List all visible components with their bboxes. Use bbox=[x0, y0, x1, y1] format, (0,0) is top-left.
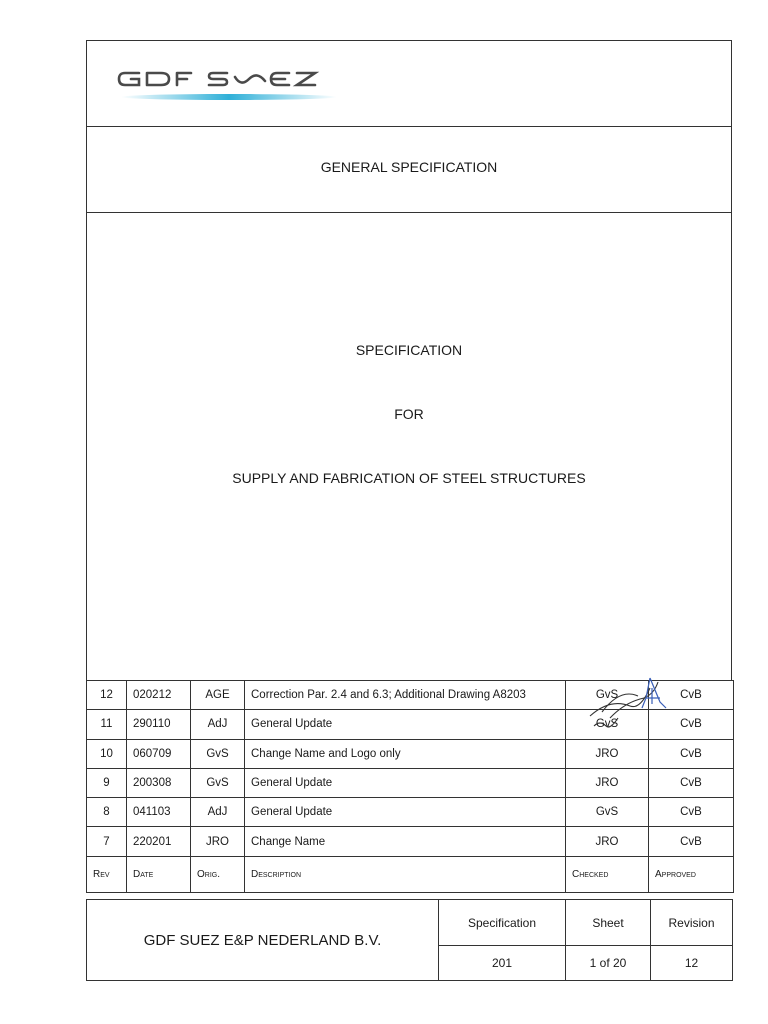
revision-header-approved: Approved bbox=[649, 856, 734, 892]
revision-approved-cell: CvB bbox=[649, 739, 734, 768]
revision-value: 12 bbox=[650, 946, 732, 980]
revision-checked-cell: JRO bbox=[566, 768, 649, 797]
revision-header-date: Date bbox=[127, 856, 191, 892]
revision-header-row bbox=[87, 856, 734, 892]
revision-rev-cell: 11 bbox=[87, 710, 127, 739]
revision-approved-cell: CvB bbox=[649, 710, 734, 739]
gdf-suez-logo bbox=[117, 53, 357, 103]
revision-approved-cell: CvB bbox=[649, 681, 734, 710]
revision-description-cell: Change Name bbox=[245, 827, 566, 856]
revision-orig-cell: GvS bbox=[191, 739, 245, 768]
revision-rev-cell: 8 bbox=[87, 798, 127, 827]
specification-value: 201 bbox=[438, 946, 565, 980]
revision-orig-cell: AdJ bbox=[191, 798, 245, 827]
divider bbox=[87, 212, 731, 213]
revision-table bbox=[86, 680, 734, 893]
revision-header-rev: Rev bbox=[87, 856, 127, 892]
revision-date-cell: 220201 bbox=[127, 827, 191, 856]
revision-row bbox=[87, 827, 734, 856]
revision-approved-cell: CvB bbox=[649, 827, 734, 856]
revision-rev-cell: 7 bbox=[87, 827, 127, 856]
revision-header-description: Description bbox=[245, 856, 566, 892]
revision-description-cell: General Update bbox=[245, 768, 566, 797]
revision-orig-cell: JRO bbox=[191, 827, 245, 856]
revision-date-cell: 060709 bbox=[127, 739, 191, 768]
revision-row bbox=[87, 710, 734, 739]
revision-rev-cell: 12 bbox=[87, 681, 127, 710]
revision-description-cell: Change Name and Logo only bbox=[245, 739, 566, 768]
title-frame bbox=[86, 40, 732, 681]
revision-checked-cell: GvS bbox=[566, 681, 649, 710]
revision-checked-cell: JRO bbox=[566, 827, 649, 856]
title-line-1: SPECIFICATION bbox=[355, 342, 463, 358]
revision-header-checked: Checked bbox=[566, 856, 649, 892]
title-line-3: SUPPLY AND FABRICATION OF STEEL STRUCTURES bbox=[232, 470, 586, 486]
revision-rev-cell: 10 bbox=[87, 739, 127, 768]
revision-label: Revision bbox=[650, 900, 732, 946]
revision-approved-cell: CvB bbox=[649, 798, 734, 827]
revision-description-cell: Correction Par. 2.4 and 6.3; Additional Drawing A8203 bbox=[245, 681, 566, 710]
company-name: GDF SUEZ E&P NEDERLAND B.V. bbox=[143, 931, 382, 949]
specification-label: Specification bbox=[438, 900, 565, 946]
revision-description-cell: General Update bbox=[245, 710, 566, 739]
revision-date-cell: 041103 bbox=[127, 798, 191, 827]
revision-date-cell: 020212 bbox=[127, 681, 191, 710]
revision-rev-cell: 9 bbox=[87, 768, 127, 797]
title-line-2: FOR bbox=[394, 406, 424, 422]
revision-row bbox=[87, 739, 734, 768]
revision-header-orig: Orig. bbox=[191, 856, 245, 892]
document-info-grid bbox=[438, 900, 732, 980]
revision-checked-cell: JRO bbox=[566, 739, 649, 768]
revision-checked-cell: GvS bbox=[566, 710, 649, 739]
title-block bbox=[86, 899, 733, 981]
sheet-value: 1 of 20 bbox=[565, 946, 650, 980]
revision-orig-cell: AdJ bbox=[191, 710, 245, 739]
revision-orig-cell: GvS bbox=[191, 768, 245, 797]
revision-checked-cell: GvS bbox=[566, 798, 649, 827]
revision-row bbox=[87, 681, 734, 710]
revision-date-cell: 290110 bbox=[127, 710, 191, 739]
sheet-label: Sheet bbox=[565, 900, 650, 946]
divider bbox=[87, 126, 731, 127]
revision-date-cell: 200308 bbox=[127, 768, 191, 797]
revision-orig-cell: AGE bbox=[191, 681, 245, 710]
revision-row bbox=[87, 768, 734, 797]
revision-approved-cell: CvB bbox=[649, 768, 734, 797]
revision-description-cell: General Update bbox=[245, 798, 566, 827]
revision-row bbox=[87, 798, 734, 827]
document-category: GENERAL SPECIFICATION bbox=[320, 159, 498, 175]
